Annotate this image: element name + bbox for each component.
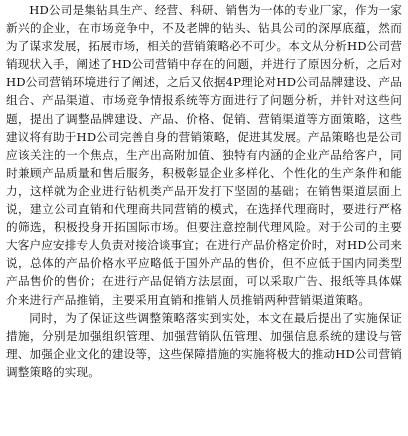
abstract-paragraph-2: 同时，为了保证这些调整策略落实到实处，本文在最后提出了实施保证措施，分别是加强组织管理、加强营销队伍管理、加强信息系统的建设与管理、加强企业文化的建设等，这些保障措施的实施将极大的推动HD公司营销调整策略的实现。	[6, 310, 402, 379]
abstract-paragraph-1: HD公司是集钻具生产、经营、科研、销售为一体的专业厂家，作为一家新兴的企业，在市场竞争中，不及老牌的钻头、钻具公司的深厚底蕴，然而为了谋求发展，拓展市场，相关的营销策略必不可少。本文从分析HD公司营销现状入手，阐述了HD公司营销中存在的问题，并进行了原因分析，之后对HD公司营销环境进行了阐述，之后又依据4P理论对HD公司品牌建设、产品组合、产品渠道、市场竞争情报系统等方面进行了问题分析，并针对这些问题，提出了调整品牌建设、产品、价格、促销、营销渠道等方面策略，这些建议将有助于HD公司完善自身的营销策略，促进其发展。产品策略也是公司应该关注的一个焦点，生产出高附加值、独特有内涵的企业产品给客户，同时兼顾产品质量和售后服务，积极彰显企业多样化、个性化的生产条件和能力，这样就为企业进行钻机类产品开发打下坚固的基础；在销售渠道层面上说，建立公司直销和代理商共同营销的模式，在选择代理商时，要进行严格的筛选，积极投身开拓国际市场。但要注意控制代理风险。对于公司的主要大客户应安排专人负责对接洽谈事宜；在进行产品价格定价时，对HD公司来说，总体的产品价格水平应略低于国外产品的售价，但不应低于国内同类型产品售价的售价；在进行产品促销方法层面，可以采取广告、报纸等具体媒介来进行产品推销，主要采用直销和推销人员推销两种营销渠道策略。	[6, 3, 402, 307]
